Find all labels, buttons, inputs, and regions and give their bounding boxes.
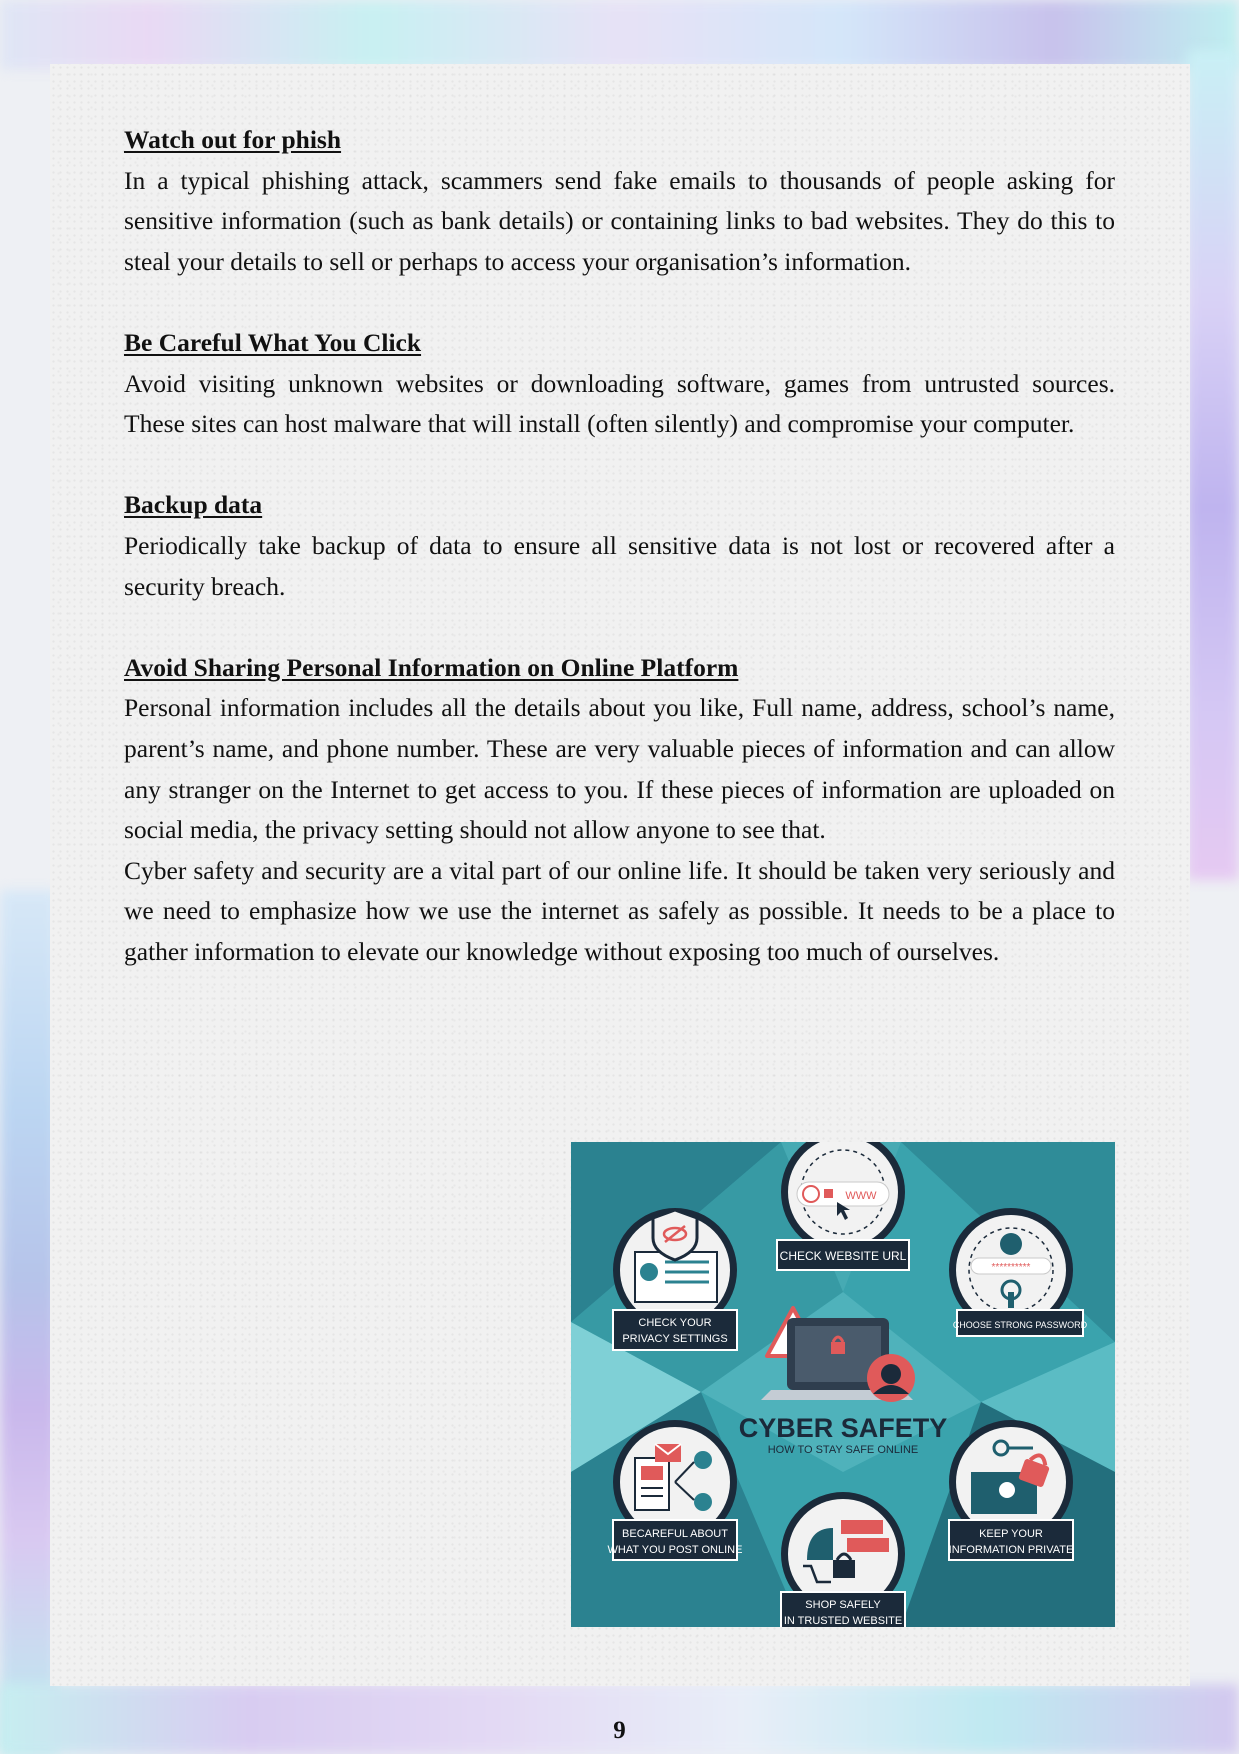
section-paragraph: Avoid visiting unknown websites or downloading software, games from untrusted sources. These sites can host malware that will install (often silently) and compromise your computer. [124, 368, 1115, 439]
section-paragraph: In a typical phishing attack, scammers send fake emails to thousands of people asking for sensitive information (such as bank details) or containing links to bad websites. They do this to steal your details to sell or perhaps to access your organisation’s information. [124, 165, 1115, 276]
keep-private-badge [949, 1420, 1074, 1560]
badge-label: PRIVACY SETTINGS [622, 1333, 728, 1345]
page-number: 9 [613, 1717, 626, 1744]
badge-label: SHOP SAFELY [805, 1599, 881, 1611]
cyber-safety-infographic [571, 1142, 1115, 1627]
check-website-url-badge [777, 1142, 909, 1270]
section-backup [124, 485, 1115, 607]
badge-label: CHECK YOUR [638, 1317, 712, 1329]
section-paragraph: Cyber safety and security are a vital part of our online life. It should be taken very seriously and we need to emphasize how we use the internet as safely as possible. It needs to be a place to gather information to elevate our knowledge without exposing too much of ourselves. [124, 855, 1115, 966]
badge-label: INFORMATION PRIVATE [948, 1544, 1074, 1556]
badge-label: BECAREFUL ABOUT [622, 1528, 728, 1540]
svg-text:**********: ********** [991, 1262, 1031, 1273]
section-paragraph: Periodically take backup of data to ensure all sensitive data is not lost or recovered after a security breach. [124, 530, 1115, 601]
badge-label: CHOOSE STRONG PASSWORD [952, 1320, 1088, 1330]
privacy-settings-badge [613, 1208, 737, 1350]
section-personal-info [124, 648, 1115, 973]
section-heading: Be Careful What You Click [124, 327, 422, 357]
section-phishing [124, 120, 1115, 282]
infographic-subtitle: HOW TO STAY SAFE ONLINE [767, 1444, 919, 1456]
section-heading: Backup data [124, 490, 263, 520]
badge-label: KEEP YOUR [979, 1528, 1043, 1540]
section-heading: Avoid Sharing Personal Information on Online Platform [124, 652, 739, 682]
badge-label: WHAT YOU POST ONLINE [607, 1544, 743, 1556]
www-label: WWW [845, 1190, 877, 1202]
section-heading: Watch out for phish [124, 125, 342, 154]
shop-safely-badge [781, 1492, 905, 1627]
watercolor-right [1187, 50, 1239, 880]
section-paragraph: Personal information includes all the details about you like, Full name, address, school’s name, parent’s name, and phone number. These are very valuable pieces of information and can allow any stranger on the Internet to get access to you. If these pieces of information are uploaded on social media, the privacy setting should not allow anyone to see that. [124, 693, 1115, 845]
document-body [124, 120, 1115, 1013]
badge-label: CHECK WEBSITE URL [779, 1249, 907, 1263]
badge-label: IN TRUSTED WEBSITE [783, 1615, 903, 1627]
watercolor-top [0, 0, 1239, 70]
section-careful-click [124, 323, 1115, 445]
infographic-title: CYBER SAFETY [738, 1413, 948, 1443]
